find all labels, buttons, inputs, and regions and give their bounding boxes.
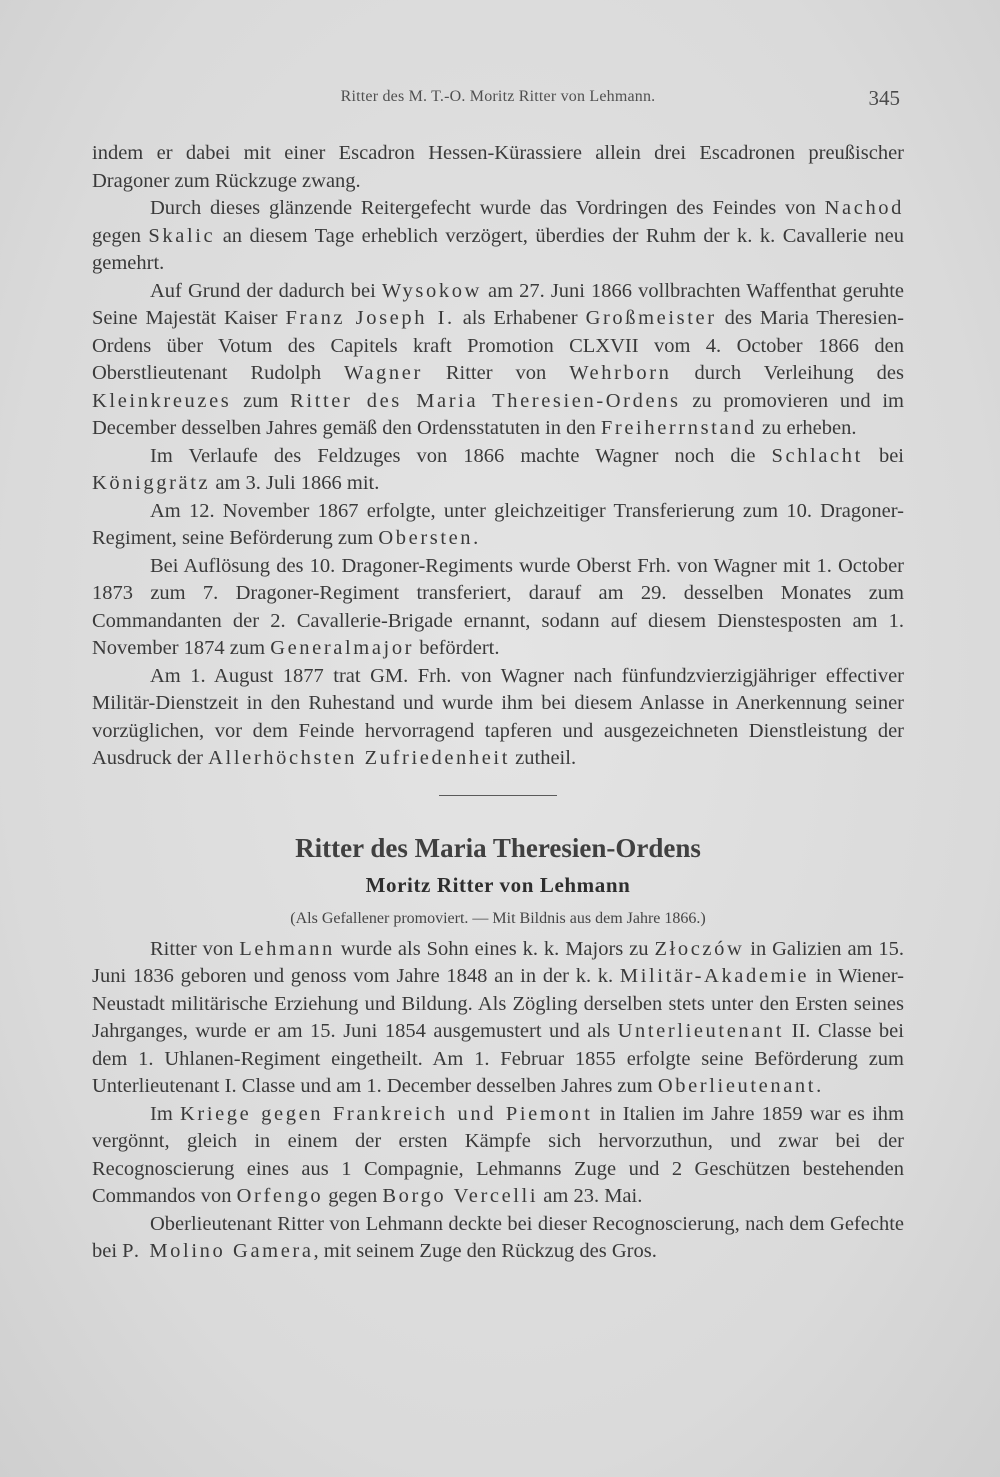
spaced-name: Generalmajor (270, 637, 415, 659)
spaced-name: Kriege gegen Frankreich und Piemont (179, 1102, 593, 1125)
paragraph: Am 1. August 1877 trat GM. Frh. von Wagner nach fünfundzvierzigjähriger effectiver Militär-Dienstzeit in den Ruhestand und wurde ihm bei diesem Anlasse in Anerkennung seiner vorzüglichen, vor dem Feinde hervorragend tapferen und ausgezeichneten Dienstleistung der Ausdruck der Allerhöchsten Zufriedenheit zutheil. (92, 664, 904, 769)
spaced-name: Lehmann (239, 937, 335, 960)
spaced-name: Militär-Akademie (619, 965, 810, 987)
spaced-name: Königgrätz (92, 472, 211, 494)
spaced-name: Orfengo (236, 1185, 324, 1207)
spaced-name: Franz Joseph I. (285, 307, 455, 329)
spaced-name: Nachod (824, 197, 904, 219)
paragraph: Bei Auflösung des 10. Dragoner-Regiments wurde Oberst Frh. von Wagner mit 1. October 1873 zum 7. Dragoner-Regiment transferiert, darauf am 29. desselben Monates zum Commandanten der 2. Cavallerie-Brigade ernannt, sodann auf diesem Dienstesposten am 1. November 1874 zum Generalmajor befördert. (92, 554, 904, 659)
spaced-name: Großmeister (585, 307, 717, 329)
spaced-name: Obersten (378, 527, 474, 549)
spaced-name: Freiherrnstand (600, 417, 757, 439)
paragraph: indem er dabei mit einer Escadron Hessen-Kürassiere allein drei Escadronen preußischer Dragoner zum Rückzuge zwang. (92, 142, 904, 192)
spaced-name: Unterlieutenant (617, 1020, 785, 1042)
body-text (92, 140, 904, 1266)
paragraph: Im Verlaufe des Feldzuges von 1866 machte Wagner noch die Schlacht bei Königgrätz am 3. Juli 1866 mit. (92, 444, 904, 494)
spaced-name: Allerhöchsten Zufriedenheit (208, 747, 511, 769)
section-heading: Ritter des Maria Theresien-Ordens (295, 832, 701, 863)
spaced-name: Skalic (148, 224, 216, 247)
paragraph: Im Kriege gegen Frankreich und Piemont in Italien im Jahre 1859 war es ihm vergönnt, gleich in einem der ersten Kämpfe sich hervorzuthun, und zwar bei der Recognoscierung eines aus 1 Compagnie, Lehmanns Zuge und 2 Geschützen bestehenden Commandos von Orfengo gegen Borgo Vercelli am 23. Mai. (92, 1102, 904, 1207)
spaced-name: Kleinkreuzes (92, 389, 232, 412)
page-header (92, 88, 904, 112)
paragraph: Durch dieses glänzende Reitergefecht wurde das Vordringen des Feindes von Nachod gegen Skalic an diesem Tage erheblich verzögert, überdies der Ruhm der k. k. Cavallerie neu gemehrt. (92, 197, 904, 274)
section-note: (Als Gefallener promoviert. — Mit Bildnis aus dem Jahre 1866.) (290, 909, 706, 927)
paragraph: Ritter von Lehmann wurde als Sohn eines k. k. Majors zu Złoczów in Galizien am 15. Juni 1836 geboren und genoss vom Jahre 1848 an in der k. k. Militär-Akademie in Wiener-Neustadt militärische Erziehung und Bildung. Als Zögling derselben stets unter den Ersten seines Jahrganges, wurde er am 15. Juni 1854 ausgemustert und als Unterlieutenant II. Classe bei dem 1. Uhlanen-Regiment eingetheilt. Am 1. Februar 1855 erfolgte seine Beförderung zum Unterlieutenant I. Classe und am 1. December desselben Jahres zum Oberlieutenant. (92, 937, 905, 1097)
spaced-name: Wehrborn (569, 362, 672, 384)
spaced-name: P. Molino Gamera (122, 1240, 314, 1262)
spaced-name: Borgo Vercelli (382, 1185, 539, 1207)
paragraph: Auf Grund der dadurch bei Wysokow am 27. Juni 1866 vollbrachten Waffenthat geruhte Seine Majestät Kaiser Franz Joseph I. als Erhabener Großmeister des Maria Theresien-Ordens über Votum des Capitels kraft Promotion CLXVII vom 4. October 1866 den Oberstlieutenant Rudolph Wagner Ritter von Wehrborn durch Verleihung des Kleinkreuzes zum Ritter des Maria Theresien-Ordens zu promovieren und im December desselben Jahres gemäß den Ordensstatuten in den Freiherrnstand zu erheben. (92, 279, 905, 439)
spaced-name: Ritter des Maria Theresien-Ordens (290, 389, 681, 412)
paragraph: Oberlieutenant Ritter von Lehmann deckte bei dieser Recognoscierung, nach dem Gefechte bei P. Molino Gamera, mit seinem Zuge den Rückzug des Gros. (92, 1212, 904, 1262)
running-head: Ritter des M. T.-O. Moritz Ritter von Lehmann. (340, 88, 656, 105)
spaced-name: Złoczów (654, 937, 745, 960)
page-number: 345 (868, 86, 900, 110)
spaced-name: Wysokow (381, 279, 482, 302)
section-divider (439, 795, 557, 796)
paragraph: Am 12. November 1867 erfolgte, unter gleichzeitiger Transferierung zum 10. Dragoner-Regiment, seine Beförderung zum Obersten. (92, 499, 904, 549)
spaced-name: Wagner (344, 362, 423, 384)
section-subheading: Moritz Ritter von Lehmann (365, 872, 631, 897)
spaced-name: Oberlieutenant (657, 1075, 817, 1097)
spaced-name: Schlacht (771, 444, 863, 467)
